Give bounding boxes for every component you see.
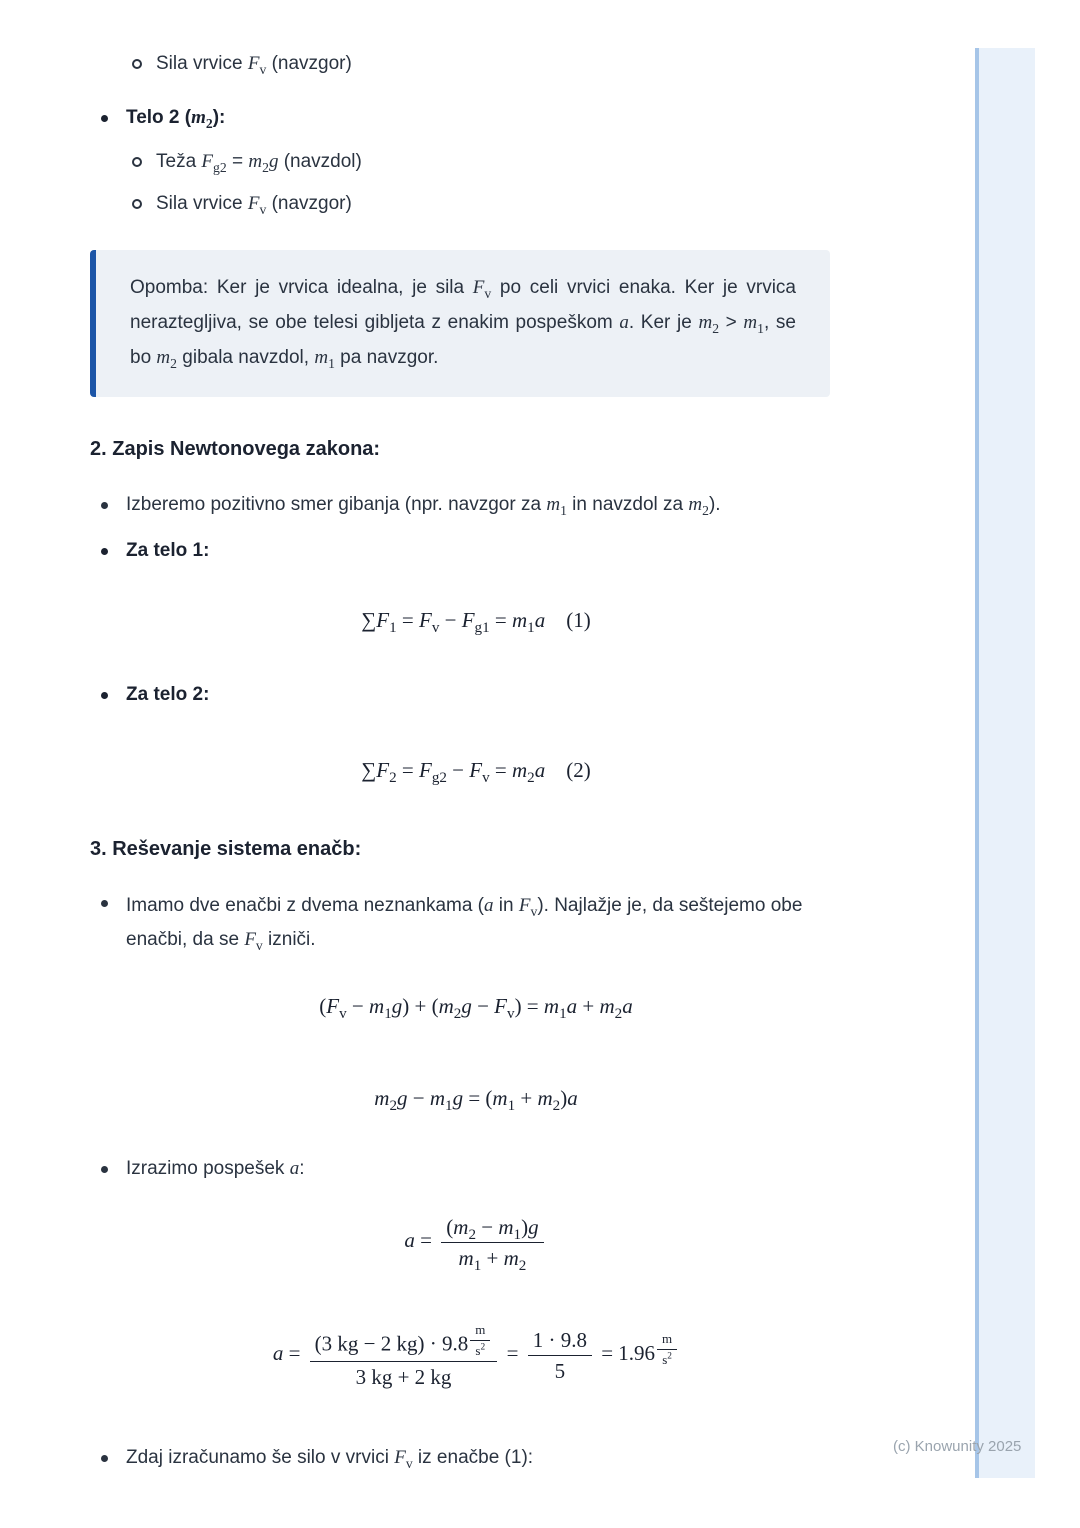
- list-item-text: Sila vrvice $F_v$ (navzgor): [156, 193, 352, 217]
- section-heading-2: 2. Zapis Newtonovega zakona:: [90, 438, 381, 460]
- circle-bullet-icon: [132, 59, 142, 69]
- right-page-strip: [975, 48, 1035, 1478]
- list-item: [90, 1155, 862, 1183]
- equation-1: $\sum F_1 = F_v - F_{g1} = m_1a$ (1): [361, 608, 591, 637]
- list-item-text: Za telo 1:: [126, 540, 210, 561]
- list-item-text: Za telo 2:: [126, 684, 210, 705]
- bullet-icon: [101, 548, 108, 555]
- list-item: [90, 1444, 862, 1472]
- bullet-icon: [101, 692, 108, 699]
- list-item-text: Telo 2 $(m_2)$:: [126, 107, 226, 131]
- equation-acceleration-numeric: a = (3 kg − 2 kg) · 9.8 $\frac{m}{s^2}$ 3 kg + 2 kg = $\frac{1 \cdot 9.8}{5}$ = 1.96 $\frac{m}{s^2}$: [90, 1320, 862, 1391]
- equation-sum: $(F_v - m_1g) + (m_2g - F_v) = m_1a + m_2a$: [319, 994, 633, 1023]
- circle-bullet-icon: [132, 157, 142, 167]
- bullet-icon: [101, 502, 108, 509]
- bullet-icon: [101, 900, 108, 907]
- list-item-text: Zdaj izračunamo še silo v vrvici $F_v$ iz enačbe (1):: [126, 1447, 534, 1472]
- note-box: [90, 250, 830, 397]
- list-item-za-telo-2: [90, 681, 862, 709]
- equation-acceleration: a = $\frac{(m_2 - m_1)g}{m_1 + m_2}$: [90, 1213, 862, 1272]
- list-item-za-telo-1: [90, 537, 862, 565]
- list-item: [90, 491, 862, 519]
- bullet-icon: [101, 115, 108, 122]
- list-item: [90, 148, 862, 176]
- list-item: [90, 889, 862, 957]
- list-item-text: Imamo dve enačbi z dvema neznankama (a in $F_v$). Najlažje je, da seštejemo obe enačbi, da se $F_v$ izniči.: [126, 895, 803, 953]
- list-item-text: Sila vrvice $F_v$ (navzgor): [156, 53, 352, 77]
- section-heading-3: 3. Reševanje sistema enačb:: [90, 838, 362, 860]
- document-content: [90, 50, 862, 1472]
- list-item-text: Izberemo pozitivno smer gibanja (npr. navzgor za $m_1$ in navzdol za $m_2$).: [126, 494, 721, 518]
- watermark: (c) Knowunity 2025: [893, 1438, 1022, 1455]
- list-item: [90, 190, 862, 218]
- list-item: [90, 50, 862, 78]
- note-text: Opomba: Ker je vrvica idealna, je sila $F_v$ po celi vrvici enaka. Ker je vrvica neraztegljiva, se obe telesi gibljeta z enakim pospeškom a. Ker je $m_2 > m_1$, se bo $m_2$ gibala navzdol, $m_1$ pa navzgor.: [130, 277, 796, 371]
- circle-bullet-icon: [132, 199, 142, 209]
- bullet-icon: [101, 1455, 108, 1462]
- equation-2: $\sum F_2 = F_{g2} - F_v = m_2a$ (2): [361, 758, 591, 787]
- list-item-text: Izrazimo pospešek a:: [126, 1158, 305, 1179]
- equation-reduced: $m_2g - m_1g = (m_1 + m_2)a$: [374, 1086, 578, 1115]
- list-item-text: Teža $F_{g2} = m_2g$ (navzdol): [156, 151, 362, 175]
- list-item-body2: [90, 104, 862, 132]
- bullet-icon: [101, 1166, 108, 1173]
